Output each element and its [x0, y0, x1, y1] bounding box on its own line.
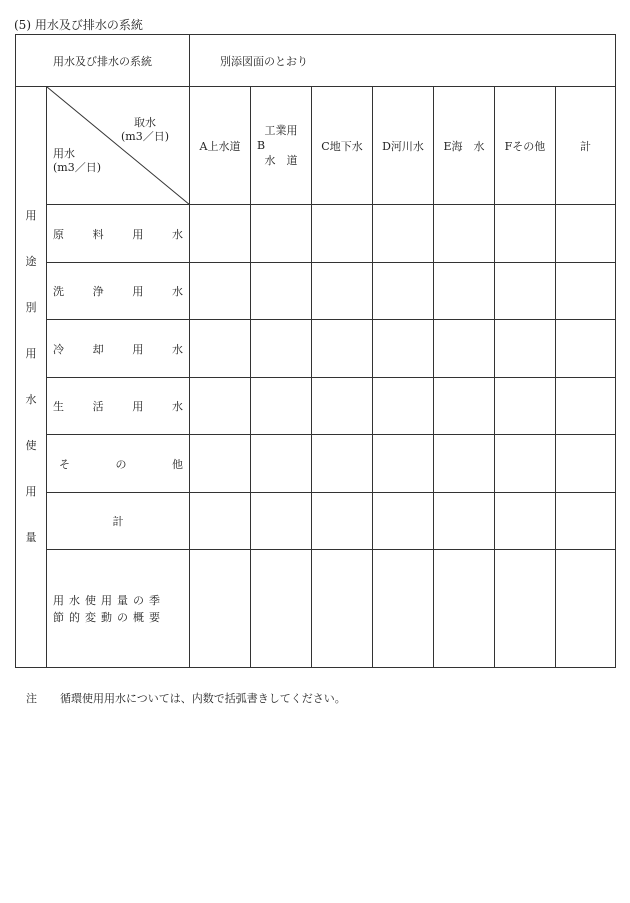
- table-row: [16, 435, 616, 493]
- note-mark: 注: [26, 692, 37, 705]
- usage-side-label: [16, 87, 47, 668]
- col-header-a: A上水道: [190, 87, 251, 205]
- water-usage-table: [15, 34, 616, 668]
- row-label-cool: 冷 却 用 水: [47, 320, 190, 378]
- col-header-b: 工業用 B 水 道: [251, 87, 312, 205]
- intake-label: 取水 (m3／日): [120, 116, 169, 143]
- col-header-d: D河川水: [373, 87, 434, 205]
- footnote: [26, 690, 346, 706]
- row-label-total: 計: [47, 493, 190, 550]
- col-header-e: E海 水: [434, 87, 495, 205]
- side-char: 水: [25, 393, 37, 406]
- table-row: [16, 378, 616, 435]
- system-value: 別添図面のとおり: [190, 35, 616, 87]
- side-char: 使: [25, 439, 37, 452]
- side-char: 量: [25, 531, 37, 544]
- row-label-seasonal: 用水使用量の季 節的変動の概要: [47, 550, 190, 668]
- diagonal-header-cell: [47, 87, 190, 205]
- table-row: [16, 205, 616, 263]
- note-text: 循環使用用水については、内数で括弧書きしてください。: [60, 692, 346, 705]
- column-header-row: [16, 87, 616, 205]
- section-heading: (5) 用水及び排水の系統: [14, 18, 143, 32]
- system-row: [16, 35, 616, 87]
- col-header-total: 計: [556, 87, 616, 205]
- col-header-f: Fその他: [495, 87, 556, 205]
- row-label-wash: 洗 浄 用 水: [47, 263, 190, 320]
- row-label-life: 生 活 用 水: [47, 378, 190, 435]
- side-char: 途: [25, 255, 37, 268]
- side-char: 用: [25, 209, 37, 222]
- row-label-raw: 原 料 用 水: [47, 205, 190, 263]
- col-header-c: C地下水: [312, 87, 373, 205]
- diagonal-line: [47, 87, 190, 205]
- table-row: [16, 550, 616, 668]
- system-label: 用水及び排水の系統: [16, 35, 190, 87]
- use-label: 用水 (m3／日): [53, 147, 102, 174]
- side-char: 用: [25, 485, 37, 498]
- table-row: [16, 320, 616, 378]
- side-char: 用: [25, 347, 37, 360]
- side-char: 別: [25, 301, 37, 314]
- row-label-other: そ の 他: [47, 435, 190, 493]
- table-row: [16, 263, 616, 320]
- table-row: [16, 493, 616, 550]
